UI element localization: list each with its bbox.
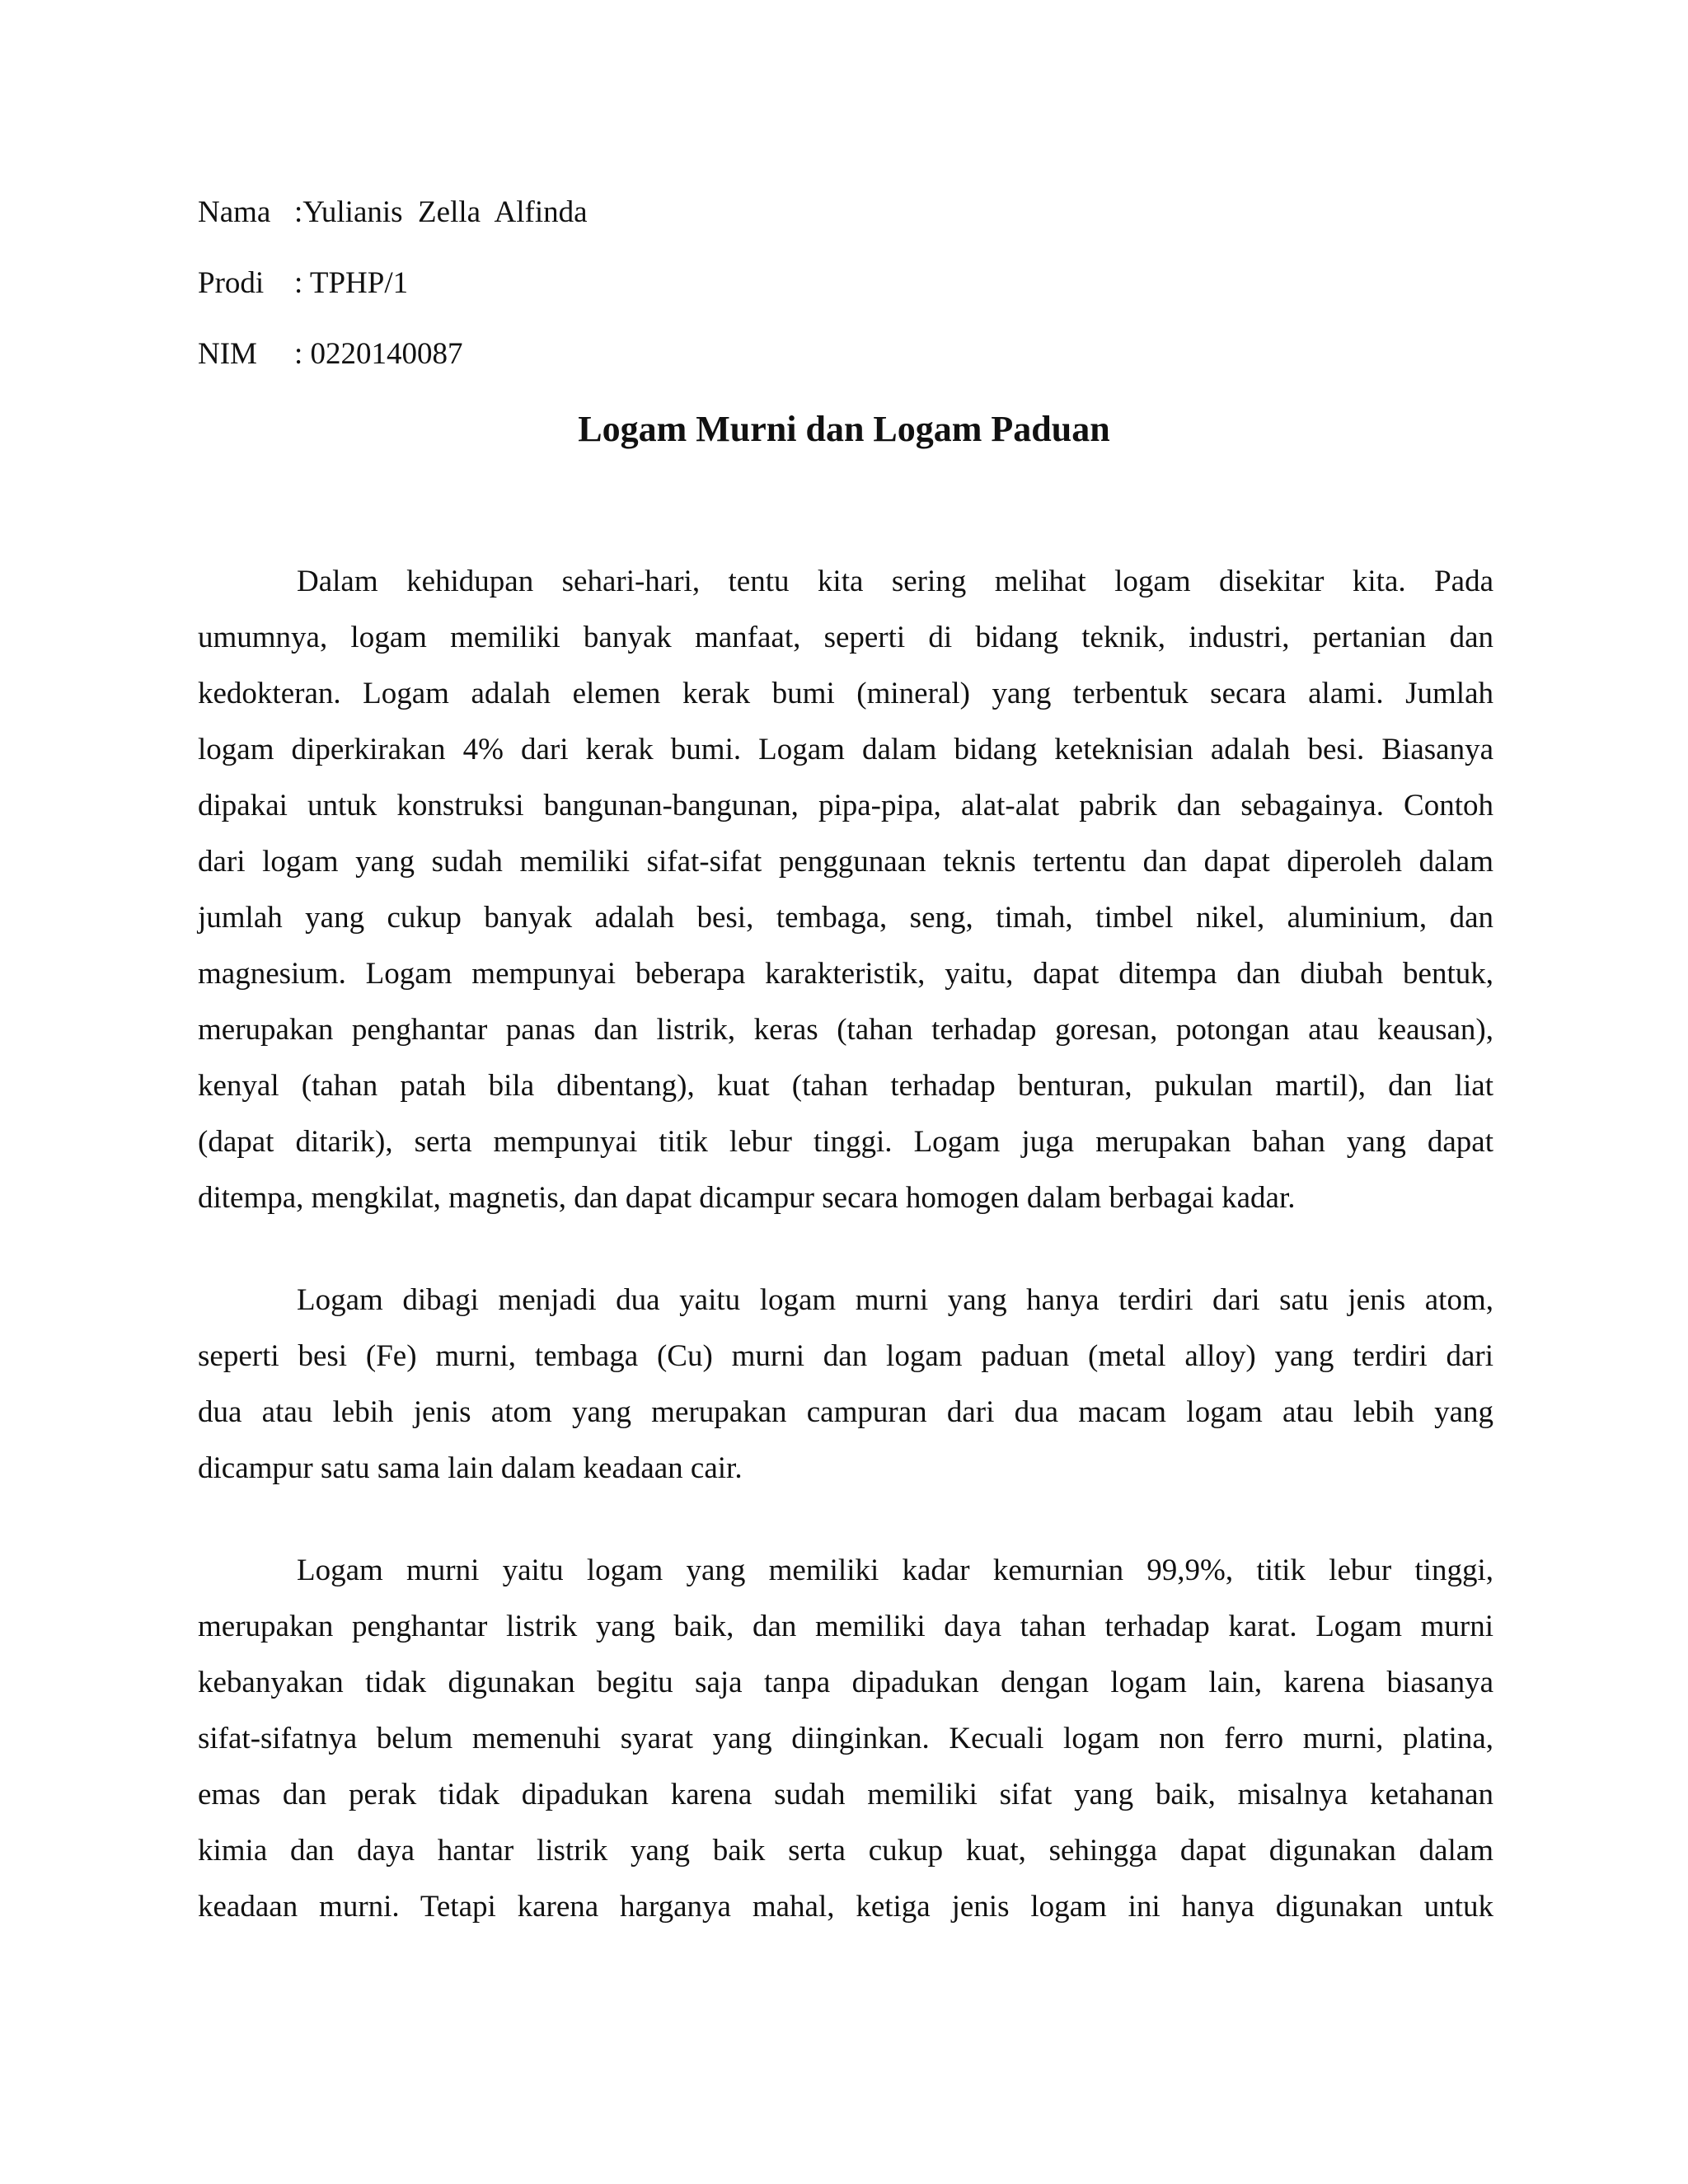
- paragraph-line: jumlah yang cukup banyak adalah besi, tembaga, seng, timah, timbel nikel, aluminium, dan: [198, 901, 1493, 935]
- paragraph-line: dipakai untuk konstruksi bangunan-bangunan, pipa-pipa, alat-alat pabrik dan sebagainya. Contoh: [198, 789, 1493, 823]
- paragraph-line: emas dan perak tidak dipadukan karena sudah memiliki sifat yang baik, misalnya ketahanan: [198, 1778, 1493, 1811]
- paragraph-line: kenyal (tahan patah bila dibentang), kuat (tahan terhadap benturan, pukulan martil), dan liat: [198, 1069, 1493, 1103]
- paragraph-line: magnesium. Logam mempunyai beberapa karakteristik, yaitu, dapat ditempa dan diubah bentuk,: [198, 957, 1493, 991]
- paragraph-line: dari logam yang sudah memiliki sifat-sifat penggunaan teknis tertentu dan dapat diperoleh dalam: [198, 845, 1493, 879]
- document-title: Logam Murni dan Logam Paduan: [578, 409, 1110, 449]
- paragraph-line: kimia dan daya hantar listrik yang baik serta cukup kuat, sehingga dapat digunakan dalam: [198, 1834, 1493, 1868]
- prodi-label: Prodi: [198, 266, 265, 300]
- nama-value: :Yulianis Zella Alfinda: [294, 195, 588, 229]
- paragraph-line: kedokteran. Logam adalah elemen kerak bumi (mineral) yang terbentuk secara alami. Jumlah: [198, 677, 1493, 710]
- paragraph-line: keadaan murni. Tetapi karena harganya mahal, ketiga jenis logam ini hanya digunakan untuk: [198, 1890, 1493, 1924]
- paragraph-line: logam diperkirakan 4% dari kerak bumi. Logam dalam bidang keteknisian adalah besi. Biasanya: [198, 733, 1493, 766]
- nim-value: : 0220140087: [294, 337, 463, 371]
- paragraph-line: seperti besi (Fe) murni, tembaga (Cu) murni dan logam paduan (metal alloy) yang terdiri dari: [198, 1339, 1493, 1373]
- prodi-value: : TPHP/1: [294, 266, 409, 300]
- paragraph-line: kebanyakan tidak digunakan begitu saja tanpa dipadukan dengan logam lain, karena biasanya: [198, 1666, 1493, 1699]
- paragraph-1: [198, 554, 1493, 1226]
- paragraph-line: ditempa, mengkilat, magnetis, dan dapat dicampur secara homogen dalam berbagai kadar.: [198, 1181, 1296, 1215]
- paragraph-line: dua atau lebih jenis atom yang merupakan campuran dari dua macam logam atau lebih yang: [198, 1395, 1493, 1429]
- paragraph-line: (dapat ditarik), serta mempunyai titik lebur tinggi. Logam juga merupakan bahan yang dapat: [198, 1125, 1493, 1159]
- paragraph-line: merupakan penghantar panas dan listrik, keras (tahan terhadap goresan, potongan atau keausan),: [198, 1013, 1493, 1047]
- paragraph-2: [198, 1272, 1493, 1497]
- paragraph-line: Logam dibagi menjadi dua yaitu logam murni yang hanya terdiri dari satu jenis atom,: [297, 1283, 1493, 1317]
- paragraph-line: Dalam kehidupan sehari-hari, tentu kita sering melihat logam disekitar kita. Pada: [297, 565, 1493, 598]
- nama-label: Nama: [198, 195, 271, 229]
- paragraph-line: dicampur satu sama lain dalam keadaan cair.: [198, 1451, 743, 1485]
- paragraph-line: umumnya, logam memiliki banyak manfaat, seperti di bidang teknik, industri, pertanian dan: [198, 621, 1493, 654]
- paragraph-line: sifat-sifatnya belum memenuhi syarat yang diinginkan. Kecuali logam non ferro murni, platina,: [198, 1722, 1493, 1755]
- paragraph-line: Logam murni yaitu logam yang memiliki kadar kemurnian 99,9%, titik lebur tinggi,: [297, 1554, 1493, 1587]
- nim-label: NIM: [198, 337, 257, 371]
- paragraph-line: merupakan penghantar listrik yang baik, dan memiliki daya tahan terhadap karat. Logam murni: [198, 1610, 1493, 1643]
- paragraph-3: [198, 1543, 1493, 1935]
